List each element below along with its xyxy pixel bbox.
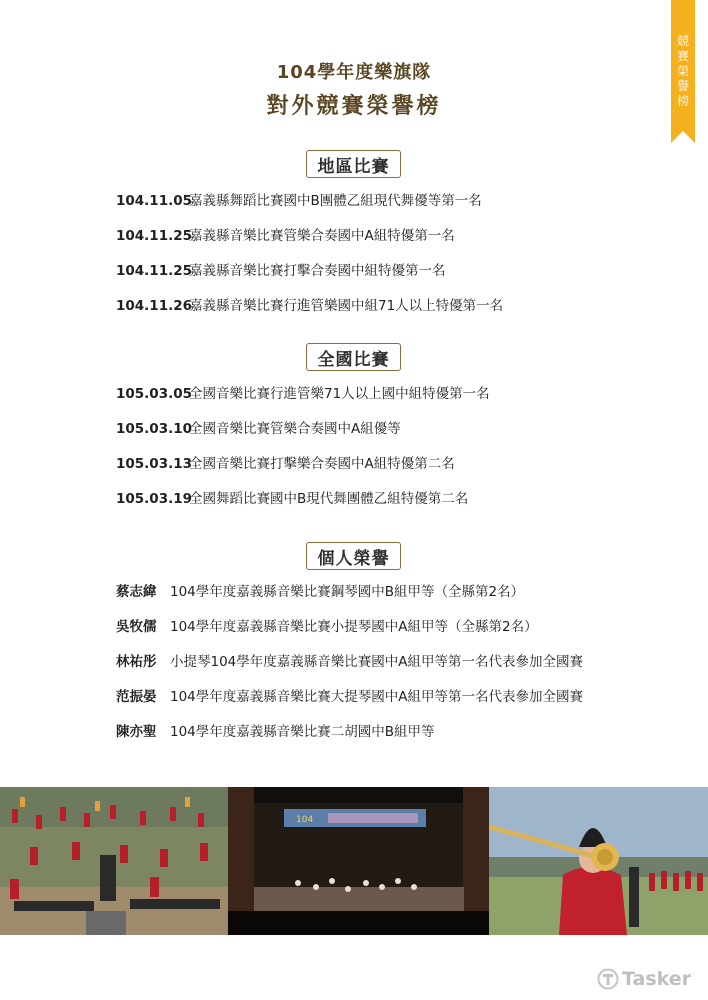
award-text: 全國舞蹈比賽國中B現代舞團體乙組特優第二名	[189, 491, 469, 507]
student-name: 蔡志緯	[116, 584, 157, 600]
honor-text: 104學年度嘉義縣音樂比賽小提琴國中A組甲等（全縣第2名）	[170, 619, 538, 635]
award-date: 105.03.10	[116, 421, 193, 437]
award-text: 嘉義縣音樂比賽行進管樂國中組71人以上特優第一名	[189, 298, 504, 314]
section-heading-individual: 個人榮譽	[306, 542, 401, 570]
ribbon-char: 譽	[676, 79, 689, 93]
national-awards-list	[116, 377, 490, 517]
list-item	[116, 219, 503, 254]
ribbon-char: 榮	[676, 64, 689, 78]
award-text: 嘉義縣音樂比賽管樂合奏國中A組特優第一名	[189, 228, 455, 244]
list-item	[116, 680, 583, 715]
list-item	[116, 645, 583, 680]
award-date: 104.11.25	[116, 228, 193, 244]
student-name: 吳牧儒	[116, 619, 157, 635]
section-heading-national: 全國比賽	[306, 343, 401, 371]
award-date: 105.03.05	[116, 386, 193, 402]
award-date: 104.11.26	[116, 298, 193, 314]
award-date: 105.03.19	[116, 491, 193, 507]
award-date: 104.11.25	[116, 263, 193, 279]
ribbon-char: 賽	[676, 49, 689, 63]
list-item	[116, 377, 490, 412]
honor-text: 104學年度嘉義縣音樂比賽二胡國中B組甲等	[170, 724, 435, 740]
tasker-watermark	[597, 967, 691, 991]
marching-band-photo	[0, 787, 228, 935]
page-title-line1: 104學年度樂旗隊	[276, 62, 432, 83]
award-text: 全國音樂比賽管樂合奏國中A組優等	[189, 421, 401, 437]
award-date: 105.03.13	[116, 456, 193, 472]
regional-awards-list	[116, 184, 503, 324]
trombone-player-photo	[489, 787, 708, 935]
honor-text: 104學年度嘉義縣音樂比賽鋼琴國中B組甲等（全縣第2名）	[170, 584, 525, 600]
tasker-logo-icon	[597, 968, 619, 990]
list-item	[116, 184, 503, 219]
list-item	[116, 715, 583, 750]
award-text: 全國音樂比賽打擊樂合奏國中A組特優第二名	[189, 456, 455, 472]
honor-text: 小提琴104學年度嘉義縣音樂比賽國中A組甲等第一名代表參加全國賽	[170, 654, 584, 670]
student-name: 陳亦聖	[116, 724, 157, 740]
list-item	[116, 289, 503, 324]
list-item	[116, 412, 490, 447]
ribbon-char: 競	[676, 34, 689, 48]
award-date: 104.11.05	[116, 193, 193, 209]
stage-dance-photo	[228, 787, 489, 935]
list-item	[116, 482, 490, 517]
section-heading-regional: 地區比賽	[306, 150, 401, 178]
photo-strip	[0, 787, 708, 935]
individual-honors-list	[116, 575, 583, 750]
honor-text: 104學年度嘉義縣音樂比賽大提琴國中A組甲等第一名代表參加全國賽	[170, 689, 584, 705]
list-item	[116, 254, 503, 289]
award-text: 嘉義縣舞蹈比賽國中B團體乙組現代舞優等第一名	[189, 193, 482, 209]
list-item	[116, 575, 583, 610]
page-title-line2: 對外競賽榮譽榜	[266, 94, 442, 119]
award-text: 全國音樂比賽行進管樂71人以上國中組特優第一名	[189, 386, 490, 402]
stage-banner-text: 104	[296, 815, 314, 825]
list-item	[116, 447, 490, 482]
list-item	[116, 610, 583, 645]
award-text: 嘉義縣音樂比賽打擊合奏國中組特優第一名	[189, 263, 446, 279]
student-name: 林祐彤	[116, 654, 157, 670]
student-name: 范振晏	[116, 689, 157, 705]
watermark-text: Tasker	[622, 968, 692, 990]
ribbon-char: 榜	[676, 94, 689, 108]
